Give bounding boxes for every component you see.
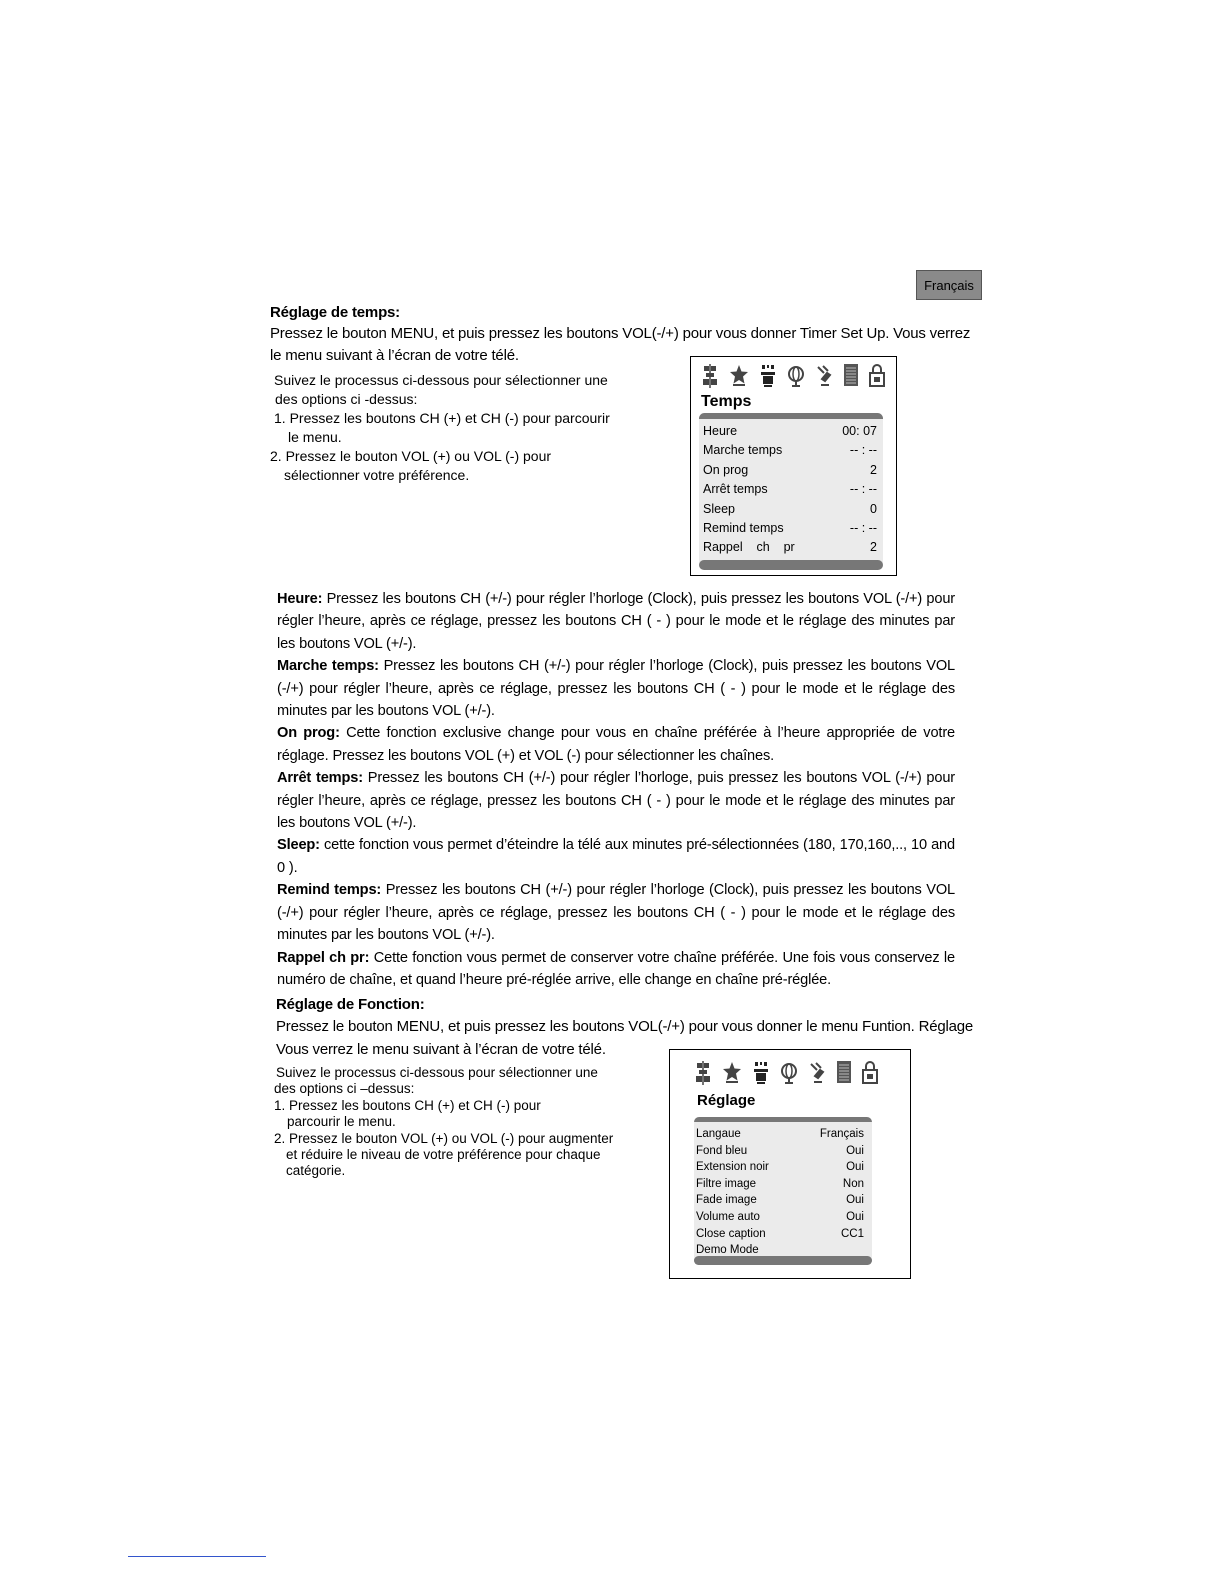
- timer-menu-screen: [690, 356, 897, 576]
- step-text: sélectionner votre préférence.: [284, 467, 470, 483]
- description-text: Pressez les boutons CH (+/-) pour régler l’horloge (Clock), puis pressez les boutons VOL (-/+) pour régler l’heure, après ce réglage, pressez les boutons CH ( - ) pour le mode et le réglage des minutes par les boutons VOL (+/-).: [277, 591, 955, 652]
- description-term: Rappel ch pr:: [277, 949, 370, 966]
- intro-line: le menu suivant à l’écran de votre télé.: [270, 347, 519, 364]
- step-text: 2. Pressez le bouton VOL (+) ou VOL (-) pour augmenter: [274, 1130, 614, 1146]
- step-text: parcourir le menu.: [287, 1114, 396, 1130]
- description-text: Cette fonction vous permet de conserver votre chaîne préférée. Une fois vous conservez le numéro de chaîne, et quand l’heure pré-réglée arrive, elle change en chaîne pré-réglée.: [277, 949, 955, 988]
- menu-row[interactable]: [694, 1228, 872, 1240]
- step-text: 1. Pressez les boutons CH (+) et CH (-) pour: [274, 1097, 541, 1113]
- section-title-function: Réglage de Fonction:: [276, 996, 425, 1013]
- lock-icon: [869, 363, 885, 389]
- description-paragraph: [277, 879, 955, 946]
- menu-row-label: Filtre image: [696, 1177, 757, 1190]
- menu-row-value: Oui: [846, 1161, 864, 1174]
- menu-row-label: Volume auto: [696, 1211, 760, 1223]
- menu-row-label: Rappel ch pr: [703, 540, 795, 555]
- description-text: Cette fonction exclusive change pour vous en chaîne préférée à l’heure appropriée de votre réglage. Pressez les boutons VOL (+) et VOL (-) pour sélectionner les chaînes.: [277, 725, 955, 764]
- menu-row-label: On prog: [703, 462, 749, 477]
- menu-row[interactable]: [699, 502, 883, 516]
- picture-icon: [694, 1060, 712, 1086]
- menu-icon-row: [701, 363, 885, 389]
- globe-icon: [780, 1060, 798, 1086]
- menu-row-value: 0: [870, 501, 877, 516]
- description-term: Sleep:: [277, 837, 320, 854]
- lock-icon: [862, 1060, 878, 1086]
- menu-row[interactable]: [694, 1178, 872, 1190]
- menu-row-label: Sleep: [703, 501, 735, 516]
- menu-row[interactable]: [699, 443, 883, 457]
- step-text: 1. Pressez les boutons CH (+) et CH (-) pour parcourir: [274, 410, 610, 426]
- antenna-icon: [808, 1060, 826, 1086]
- description-term: Arrêt temps:: [277, 770, 363, 787]
- step-text: Suivez le processus ci-dessous pour sélectionner une: [276, 1065, 598, 1080]
- description-text: cette fonction vous permet d’éteindre la télé aux minutes pré-sélectionnées (180, 170,160,.., 10 and 0 ).: [277, 837, 955, 876]
- menu-row-value: CC1: [840, 1227, 864, 1240]
- description-paragraph: [277, 767, 955, 834]
- description-text: Pressez les boutons CH (+/-) pour régler l’horloge (Clock), puis pressez les boutons VOL (-/+) pour régler l’heure, après ce réglage, pressez les boutons CH ( - ) pour le mode et le réglage des minutes par les boutons VOL (+/-).: [277, 658, 955, 720]
- step-text: catégorie.: [286, 1163, 346, 1179]
- menu-row-value: Non: [842, 1177, 864, 1190]
- description-text: Pressez les boutons CH (+/-) pour régler l’horloge (Clock), puis pressez les boutons VOL (-/+) pour régler l’heure, après ce réglage, pressez les boutons CH ( - ) pour le mode et le réglage des minutes par les boutons VOL (+/-).: [277, 882, 956, 944]
- menu-title: Temps: [701, 393, 752, 410]
- menu-row-value: 2: [870, 462, 877, 477]
- menu-row-value: Oui: [846, 1144, 864, 1157]
- function-menu-screen: [669, 1049, 911, 1279]
- menu-row[interactable]: [694, 1128, 872, 1140]
- menu-row[interactable]: [694, 1211, 872, 1223]
- menu-row-label: Demo Mode: [696, 1244, 759, 1257]
- language-tab: Français: [916, 270, 982, 300]
- description-term: Remind temps:: [277, 882, 382, 899]
- menu-row[interactable]: [699, 482, 883, 496]
- document-icon: [836, 1060, 852, 1086]
- menu-row-value: -- : --: [849, 521, 877, 535]
- menu-row-value: Oui: [846, 1194, 864, 1207]
- picture-icon: [701, 363, 719, 389]
- document-icon: [843, 363, 859, 389]
- description-paragraph: [277, 655, 955, 722]
- menu-list: [699, 419, 883, 565]
- menu-row-label: Arrêt temps: [703, 482, 768, 497]
- function-descriptions: [277, 588, 955, 991]
- menu-list: [694, 1122, 872, 1262]
- step-text: des options ci -dessus:: [275, 391, 418, 407]
- menu-row[interactable]: [694, 1244, 872, 1256]
- setup-icon: [759, 363, 777, 389]
- intro-line: Pressez le bouton MENU, et puis pressez les boutons VOL(-/+) pour vous donner Timer Set Up. Vous verrez: [270, 325, 971, 342]
- menu-row-label: Extension noir: [696, 1161, 769, 1174]
- menu-row-label: Close caption: [696, 1227, 766, 1240]
- menu-title: Réglage: [697, 1092, 756, 1109]
- step-text: des options ci –dessus:: [274, 1081, 415, 1097]
- description-paragraph: [277, 947, 955, 992]
- menu-row-value: -- : --: [849, 443, 877, 458]
- description-paragraph: [277, 722, 955, 767]
- description-term: Heure:: [277, 591, 323, 607]
- menu-row-value: -- : --: [849, 482, 877, 497]
- menu-row-label: Marche temps: [703, 443, 783, 458]
- menu-row-label: Langaue: [696, 1128, 741, 1140]
- step-text: 2. Pressez le bouton VOL (+) ou VOL (-) pour: [270, 448, 552, 464]
- star-icon: [722, 1060, 742, 1086]
- menu-row[interactable]: [699, 424, 883, 438]
- description-paragraph: [277, 588, 955, 655]
- menu-row[interactable]: [694, 1161, 872, 1173]
- menu-row-label: Remind temps: [703, 521, 784, 535]
- steps-list: [274, 1065, 613, 1180]
- menu-row[interactable]: [699, 463, 883, 477]
- menu-row-label: Fade image: [696, 1194, 757, 1207]
- menu-icon-row: [694, 1060, 878, 1086]
- step-text: et réduire le niveau de votre préférence pour chaque: [286, 1147, 601, 1163]
- menu-row[interactable]: [694, 1145, 872, 1157]
- menu-row[interactable]: [699, 540, 883, 554]
- globe-icon: [787, 363, 805, 389]
- menu-row-value: 2: [870, 540, 877, 555]
- step-text: le menu.: [288, 429, 342, 445]
- step-text: Suivez le processus ci-dessous pour sélectionner une: [274, 372, 608, 388]
- menu-row-value: 00: 07: [842, 424, 877, 438]
- description-text: Pressez les boutons CH (+/-) pour régler l’horloge, puis pressez les boutons VOL (-/+) pour régler l’heure, après ce réglage, pressez les boutons CH ( - ) pour le mode et le réglage des minutes par les boutons VOL (+/-).: [277, 770, 955, 832]
- menu-row-value: Français: [819, 1128, 864, 1140]
- description-paragraph: [277, 834, 955, 879]
- menu-row-value: Oui: [846, 1211, 864, 1223]
- intro-line: Pressez le bouton MENU, et puis pressez les boutons VOL(-/+) pour vous donner le menu Funtion. Réglage: [276, 1018, 974, 1035]
- section-title-timer: Réglage de temps:: [270, 304, 400, 321]
- intro-line: Vous verrez le menu suivant à l’écran de votre télé.: [276, 1041, 606, 1058]
- menu-bottom-bar: [699, 560, 883, 570]
- menu-bottom-bar: [694, 1256, 872, 1265]
- description-term: On prog:: [277, 725, 340, 742]
- setup-icon: [752, 1060, 770, 1086]
- steps-list: [270, 371, 610, 485]
- menu-row-label: Heure: [703, 424, 738, 438]
- menu-row-label: Fond bleu: [696, 1144, 748, 1157]
- star-icon: [729, 363, 749, 389]
- footnote-rule: [128, 1556, 266, 1557]
- antenna-icon: [815, 363, 833, 389]
- menu-row[interactable]: [694, 1194, 872, 1206]
- menu-row[interactable]: [699, 521, 883, 535]
- description-term: Marche temps:: [277, 658, 379, 675]
